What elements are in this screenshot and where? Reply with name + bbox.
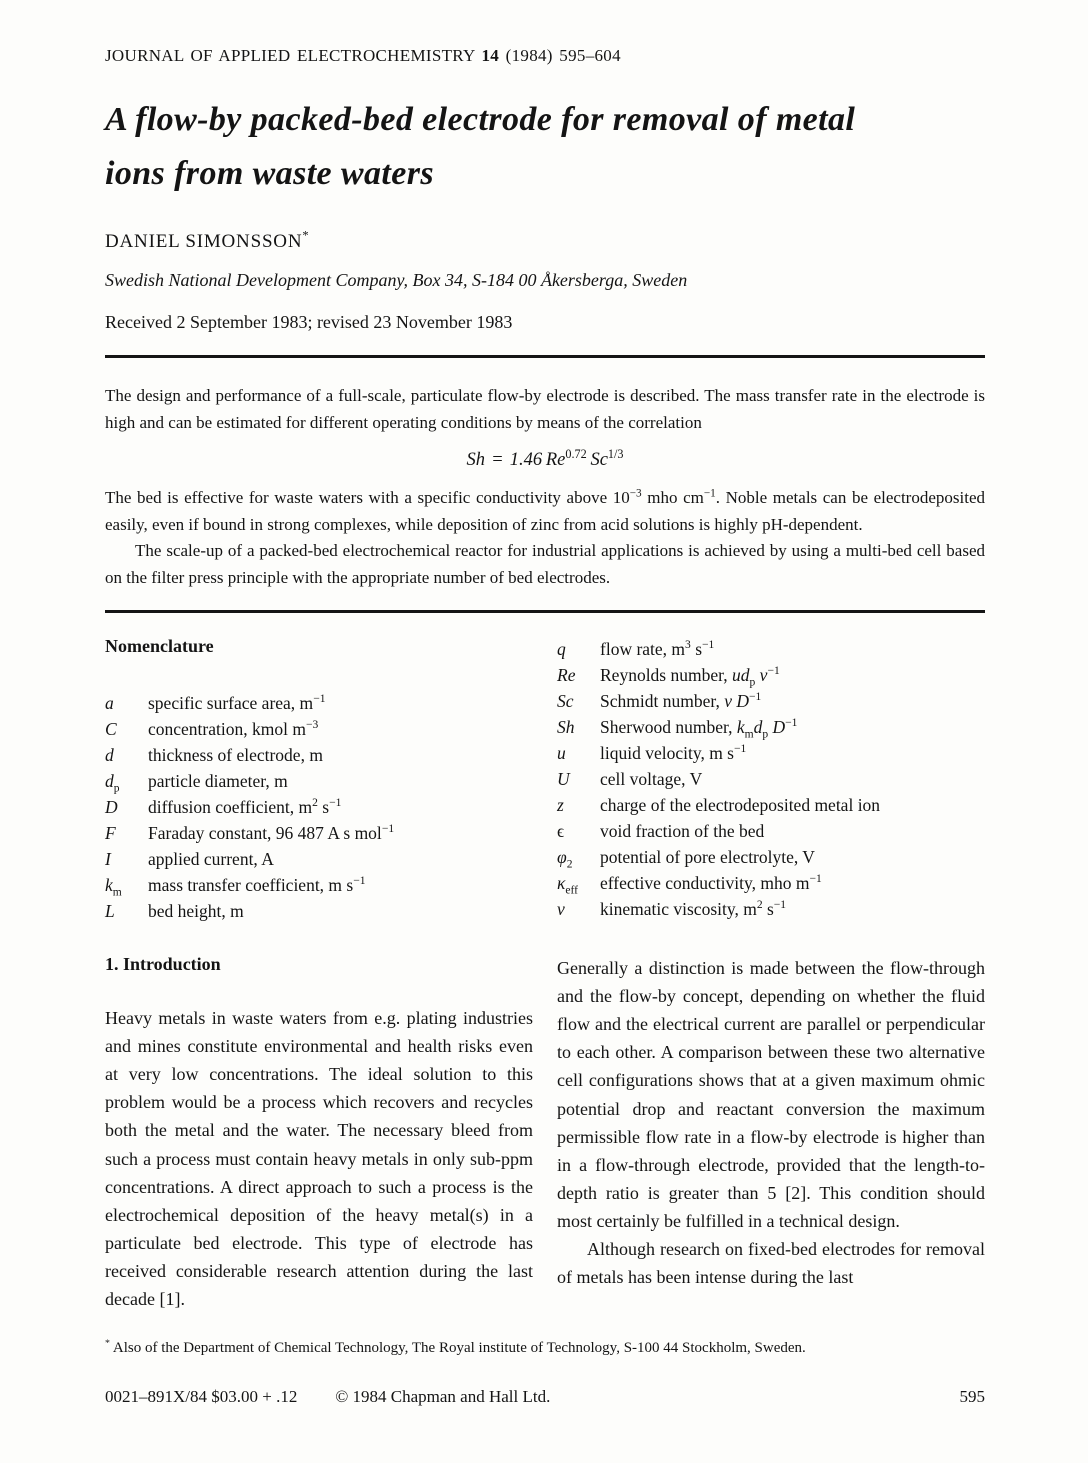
nomenclature-row bbox=[105, 872, 533, 898]
nomenclature-row bbox=[105, 690, 533, 716]
paper-title bbox=[105, 93, 985, 200]
nomenclature-definition: diffusion coefficient, $m^2$ $s^{-1}$ bbox=[148, 796, 342, 817]
nomenclature-symbol: a bbox=[105, 692, 114, 713]
introduction-right-column bbox=[557, 954, 985, 1313]
nomenclature-left-list bbox=[105, 690, 533, 925]
nomenclature-right-column bbox=[557, 636, 985, 925]
author-footnote-marker: * bbox=[302, 229, 310, 244]
abstract-paragraph-2: The bed is effective for waste waters with a specific conductivity above $10^{-3}$ mho $cm^{-1}$. Noble metals can be electrodeposited easily, even if bound in strong complexes, while deposition of zinc from acid solutions is highly pH-dependent. bbox=[105, 487, 985, 534]
nomenclature-symbol: $d_p$ bbox=[105, 770, 120, 795]
nomenclature-symbol: D bbox=[105, 796, 118, 817]
nomenclature-definition: potential of pore electrolyte, V bbox=[600, 847, 815, 868]
nomenclature-symbol: U bbox=[557, 768, 570, 789]
nomenclature-row bbox=[557, 896, 985, 922]
nomenclature-row bbox=[557, 818, 985, 844]
abstract-paragraph-3: The scale-up of a packed-bed electrochemical reactor for industrial applications is achieved by using a multi-bed cell based on the filter press principle with the appropriate number of bed electrodes. bbox=[105, 541, 985, 587]
nomenclature-symbol: Re bbox=[557, 664, 576, 685]
introduction-right-paragraph-1: Generally a distinction is made between the flow-through and the flow-by concept, depending on whether the fluid flow and the electrical current are parallel or perpendicular to each other. A comparison between these two alternative cell configurations shows that at a given maximum ohmic potential drop and reactant conversion the maximum permissible flow rate in a flow-by electrode is higher than in a flow-through electrode, provided that the length-to-depth ratio is greater than 5 [2]. This condition should most certainly be fulfilled in a technical design. bbox=[557, 958, 985, 1231]
nomenclature-symbol: I bbox=[105, 848, 111, 869]
nomenclature-definition: cell voltage, V bbox=[600, 768, 703, 789]
nomenclature-symbol: q bbox=[557, 638, 566, 659]
nomenclature-definition: bed height, m bbox=[148, 901, 244, 922]
nomenclature-row bbox=[105, 742, 533, 768]
nomenclature-definition: Faraday constant, 96 487 A s mol$^{-1}$ bbox=[148, 822, 395, 843]
nomenclature-row bbox=[557, 636, 985, 662]
nomenclature-symbol: $\kappa_{eff}$ bbox=[557, 873, 579, 897]
nomenclature-row bbox=[557, 792, 985, 818]
nomenclature-symbol: Sc bbox=[557, 690, 574, 711]
nomenclature-row bbox=[105, 794, 533, 820]
page-footer bbox=[105, 1387, 985, 1407]
nomenclature-definition: liquid velocity, m $s^{-1}$ bbox=[600, 742, 747, 763]
nomenclature-definition: concentration, kmol $m^{-3}$ bbox=[148, 718, 319, 739]
nomenclature-definition: kinematic viscosity, $m^2$ $s^{-1}$ bbox=[600, 899, 787, 920]
nomenclature-definition: charge of the electrodeposited metal ion bbox=[600, 794, 881, 815]
nomenclature-row bbox=[105, 716, 533, 742]
nomenclature-symbol: $k_m$ bbox=[105, 875, 122, 899]
nomenclature-definition: flow rate, $m^3$ $s^{-1}$ bbox=[600, 638, 715, 659]
nomenclature-symbol: z bbox=[557, 794, 564, 815]
nomenclature-symbol: F bbox=[105, 822, 116, 843]
nomenclature-definition: Reynolds number, $ud_p$ $\nu^{-1}$ bbox=[600, 664, 780, 689]
abstract-paragraph-1: The design and performance of a full-scale, particulate flow-by electrode is described. The mass transfer rate in the electrode is high and can be estimated for different operating conditions by means of the correlation bbox=[105, 386, 985, 433]
author-name: DANIEL SIMONSSON* bbox=[105, 229, 310, 253]
nomenclature-symbol: u bbox=[557, 742, 566, 763]
introduction-left-column bbox=[105, 954, 533, 1313]
nomenclature-symbol: C bbox=[105, 718, 117, 739]
nomenclature-row bbox=[557, 740, 985, 766]
nomenclature-heading: Nomenclature bbox=[105, 635, 214, 656]
nomenclature-row bbox=[557, 766, 985, 792]
divider-rule-top bbox=[105, 355, 985, 358]
received-dates: Received 2 September 1983; revised 23 November 1983 bbox=[105, 312, 513, 333]
nomenclature-definition: specific surface area, $m^{-1}$ bbox=[148, 692, 326, 713]
nomenclature-row bbox=[557, 844, 985, 870]
introduction-right-paragraph-2: Although research on fixed-bed electrodes for removal of metals has been intense during the last bbox=[557, 1238, 985, 1288]
nomenclature-symbol: $\varphi_2$ bbox=[557, 847, 573, 871]
nomenclature-row bbox=[557, 870, 985, 896]
section-heading-introduction: 1. Introduction bbox=[105, 954, 221, 975]
nomenclature-row bbox=[105, 820, 533, 846]
nomenclature-row bbox=[557, 688, 985, 714]
nomenclature-definition: void fraction of the bed bbox=[600, 821, 765, 842]
nomenclature-definition: particle diameter, m bbox=[148, 770, 288, 791]
nomenclature-definition: Schmidt number, ν $D^{-1}$ bbox=[600, 690, 762, 711]
journal-header: JOURNAL OF APPLIED ELECTROCHEMISTRY 14 (1984) 595–604 bbox=[105, 46, 621, 65]
nomenclature-row bbox=[557, 662, 985, 688]
affiliation: Swedish National Development Company, Box 34, S-184 00 Åkersberga, Sweden bbox=[105, 270, 688, 291]
nomenclature-symbol: Sh bbox=[557, 716, 575, 737]
nomenclature-symbol: L bbox=[105, 901, 115, 922]
nomenclature-definition: applied current, A bbox=[148, 848, 274, 869]
nomenclature-right-list bbox=[557, 636, 985, 923]
nomenclature-row bbox=[105, 768, 533, 794]
nomenclature-section bbox=[105, 636, 985, 925]
nomenclature-symbol: ν bbox=[557, 899, 565, 920]
nomenclature-row bbox=[105, 898, 533, 924]
nomenclature-symbol: d bbox=[105, 744, 114, 765]
nomenclature-definition: effective conductivity, mho $m^{-1}$ bbox=[600, 873, 822, 894]
abstract bbox=[105, 383, 985, 591]
divider-rule-bottom bbox=[105, 610, 985, 613]
abstract-equation: Sh = 1.46 $Re^{0.72}$ $Sc^{1/3}$ bbox=[466, 446, 624, 470]
nomenclature-definition: mass transfer coefficient, m $s^{-1}$ bbox=[148, 875, 366, 896]
footer-copyright: © 1984 Chapman and Hall Ltd. bbox=[335, 1387, 551, 1407]
footer-page-number: 595 bbox=[959, 1387, 985, 1407]
introduction-section bbox=[105, 954, 985, 1313]
nomenclature-definition: Sherwood number, $k_md_p$ $D^{-1}$ bbox=[600, 716, 798, 741]
paper-title-line1: A flow-by packed-bed electrode for removal of metal bbox=[105, 101, 856, 138]
footer-issn-price: 0021–891X/84 $03.00 + .12 bbox=[105, 1387, 298, 1407]
nomenclature-definition: thickness of electrode, m bbox=[148, 744, 323, 765]
nomenclature-symbol: ϵ bbox=[557, 821, 565, 842]
nomenclature-row bbox=[105, 846, 533, 872]
nomenclature-row bbox=[557, 714, 985, 740]
introduction-left-paragraph: Heavy metals in waste waters from e.g. plating industries and mines constitute environmental and health risks even at very low concentrations. The ideal solution to this problem would be a process which recovers and recycles both the metal and the water. The necessary bleed from such a process must contain heavy metals in only sub-ppm concentrations. A direct approach to such a process is the electrochemical deposition of the heavy metal(s) in a particulate bed electrode. This type of electrode has received considerable research attention during the last decade [1]. bbox=[105, 1008, 533, 1309]
paper-title-line2: ions from waste waters bbox=[105, 154, 435, 192]
nomenclature-left-column bbox=[105, 636, 533, 925]
author-footnote: * Also of the Department of Chemical Technology, The Royal institute of Technology, S-100 44 Stockholm, Sweden. bbox=[105, 1338, 806, 1357]
